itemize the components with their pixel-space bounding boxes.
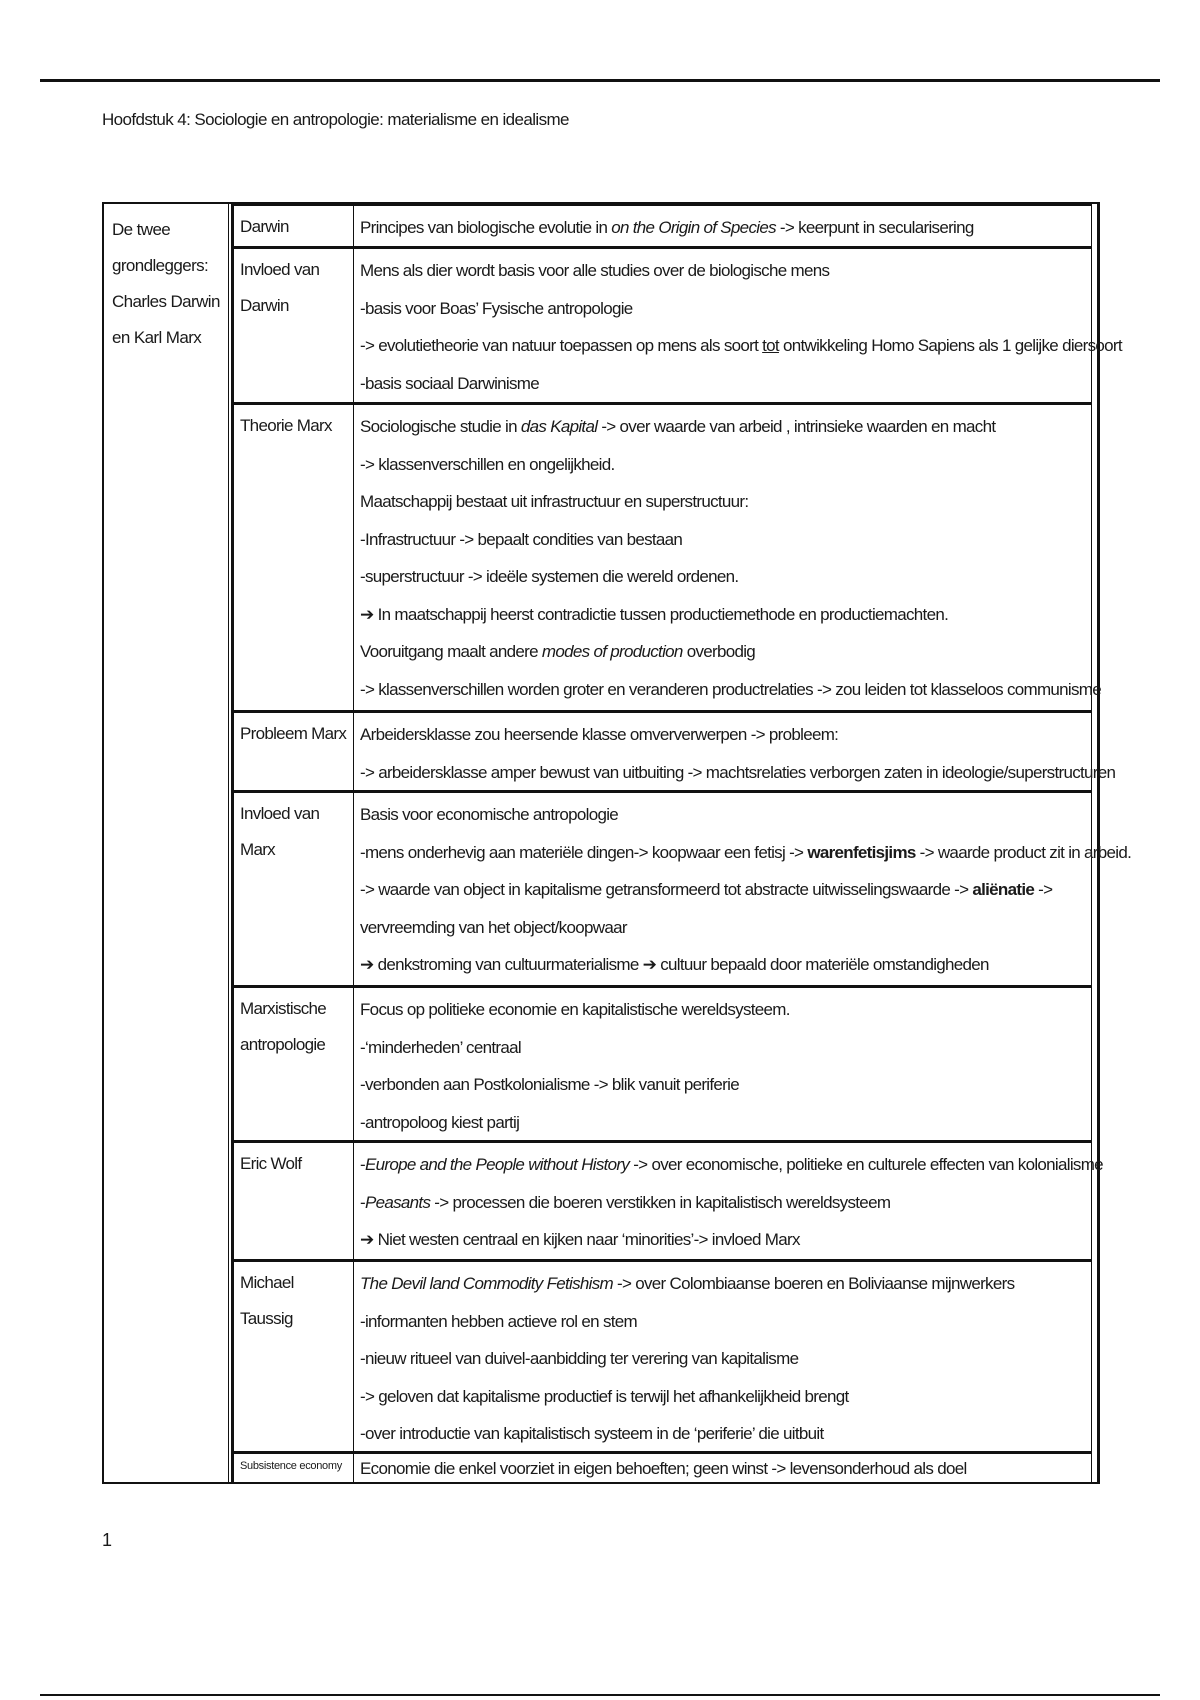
table-row: [233, 711, 1116, 791]
main-label-line: en Karl Marx: [112, 328, 202, 347]
desc-line: -> klassenverschillen en ongelijkheid.: [360, 454, 615, 474]
table-row: [233, 403, 1102, 711]
desc-line: ➔ denkstroming van cultuurmaterialisme ➔ cultuur bepaald door materiële omstandigheden: [360, 955, 989, 974]
desc-line: -nieuw ritueel van duivel-aanbidding ter verering van kapitalisme: [360, 1349, 799, 1368]
main-label: [112, 212, 220, 356]
row-description: [354, 1262, 1091, 1451]
table-row: [233, 1260, 1092, 1452]
row-term: [234, 713, 354, 790]
row-description: [354, 713, 1121, 790]
main-label-line: grondleggers:: [112, 256, 209, 275]
row-term: [234, 1454, 354, 1483]
main-label-cell: [104, 204, 229, 1482]
desc-line: -basis voor Boas’ Fysische antropologie: [360, 298, 633, 318]
desc-line: ➔ In maatschappij heerst contradictie tussen productiemethode en productiemachten.: [360, 604, 949, 624]
table-row: [233, 791, 1132, 986]
term-line: Theorie Marx: [240, 416, 332, 435]
term-line: Invloed van: [240, 804, 320, 823]
row-term: [234, 1262, 354, 1451]
term-line: Subsistence economy: [240, 1460, 342, 1472]
row-description: [354, 1143, 1109, 1259]
desc-line: The Devil land Commodity Fetishism -> over Colombiaanse boeren en Boliviaanse mijnwerkers: [360, 1274, 1015, 1293]
desc-line: -> evolutietheorie van natuur toepassen op mens als soort tot ontwikkeling Homo Sapiens als 1 gelijke diersoort: [360, 336, 1122, 355]
row-term: [234, 988, 354, 1140]
desc-line: -> geloven dat kapitalisme productief is terwijl het afhankelijkheid brengt: [360, 1386, 849, 1406]
inner-table: [231, 204, 1132, 1482]
page-number: 1: [102, 1530, 113, 1550]
desc-line: -> arbeidersklasse amper bewust van uitbuiting -> machtsrelaties verborgen zaten in ideologie/superstructuren: [360, 762, 1116, 782]
desc-line: -antropoloog kiest partij: [360, 1112, 520, 1132]
row-term: [234, 793, 354, 985]
desc-line: Vooruitgang maalt andere modes of production overbodig: [360, 642, 756, 661]
desc-line: -informanten hebben actieve rol en stem: [360, 1311, 637, 1331]
term-line: Michael Taussig: [240, 1273, 294, 1328]
table-row: [233, 986, 1092, 1141]
main-label-line: Charles Darwin: [112, 292, 220, 311]
term-line: Darwin: [240, 217, 289, 236]
desc-line: Focus op politieke economie en kapitalistische wereldsysteem.: [360, 1000, 790, 1019]
top-rule: [40, 79, 1160, 82]
table-row: [233, 1452, 1092, 1484]
desc-line: -basis sociaal Darwinisme: [360, 373, 540, 393]
desc-line: Arbeidersklasse zou heersende klasse omververwerpen -> probleem:: [360, 725, 839, 744]
table-row: [233, 204, 1092, 247]
term-line: antropologie: [240, 1035, 326, 1054]
desc-line: -‘minderheden’ centraal: [360, 1037, 521, 1057]
term-line: Marx: [240, 840, 275, 859]
term-line: Eric Wolf: [240, 1154, 302, 1173]
desc-line: Maatschappij bestaat uit infrastructuur en superstructuur:: [360, 492, 749, 511]
term-line: Darwin: [240, 296, 289, 315]
bottom-rule: [40, 1694, 1160, 1696]
desc-line: Principes van biologische evolutie in on the Origin of Species -> keerpunt in secularisering: [360, 218, 974, 237]
row-description: [354, 988, 1091, 1140]
desc-line: -Europe and the People without History -> over economische, politieke en culturele effecten van kolonialisme: [360, 1155, 1103, 1174]
desc-line: -verbonden aan Postkolonialisme -> blik vanuit periferie: [360, 1075, 739, 1094]
row-term: [234, 249, 354, 402]
desc-line: Economie die enkel voorziet in eigen behoeften; geen winst -> levensonderhoud als doel: [360, 1459, 967, 1478]
row-term: [234, 206, 354, 246]
term-line: Invloed van: [240, 260, 320, 279]
desc-line: -mens onderhevig aan materiële dingen-> koopwaar een fetisj -> warenfetisjims -> waarde product zit in arbeid.: [360, 842, 1132, 862]
desc-line: vervreemding van het object/koopwaar: [360, 917, 627, 937]
term-line: Probleem Marx: [240, 724, 347, 743]
table-row: [233, 247, 1122, 403]
row-description: [354, 405, 1107, 710]
desc-line: ➔ Niet westen centraal en kijken naar ‘minorities’-> invloed Marx: [360, 1230, 800, 1249]
desc-line: -Peasants -> processen die boeren verstikken in kapitalistisch wereldsysteem: [360, 1192, 891, 1212]
main-label-line: De twee: [112, 220, 171, 239]
row-description: [354, 793, 1137, 985]
desc-line: -> waarde van object in kapitalisme getransformeerd tot abstracte uitwisselingswaarde -> aliënatie ->: [360, 880, 1053, 899]
row-description: [354, 1454, 1091, 1483]
row-term: [234, 1143, 354, 1259]
desc-line: -Infrastructuur -> bepaalt condities van bestaan: [360, 529, 683, 549]
desc-line: Sociologische studie in das Kapital -> over waarde van arbeid , intrinsieke waarden en macht: [360, 417, 996, 436]
desc-line: Mens als dier wordt basis voor alle studies over de biologische mens: [360, 261, 830, 280]
desc-line: -over introductie van kapitalistisch systeem in de ‘periferie’ die uitbuit: [360, 1424, 824, 1443]
content-table: [102, 202, 1132, 1484]
term-line: Marxistische: [240, 999, 327, 1018]
row-term: [234, 405, 354, 710]
desc-line: Basis voor economische antropologie: [360, 805, 619, 824]
page-title: Hoofdstuk 4: Sociologie en antropologie: materialisme en idealisme: [102, 110, 569, 129]
row-description: [354, 206, 1091, 246]
table-row: [233, 1141, 1103, 1260]
desc-line: -superstructuur -> ideële systemen die wereld ordenen.: [360, 567, 739, 586]
desc-line: -> klassenverschillen worden groter en veranderen productrelaties -> zou leiden tot klasseloos communisme: [360, 679, 1102, 699]
row-description: [354, 249, 1128, 402]
